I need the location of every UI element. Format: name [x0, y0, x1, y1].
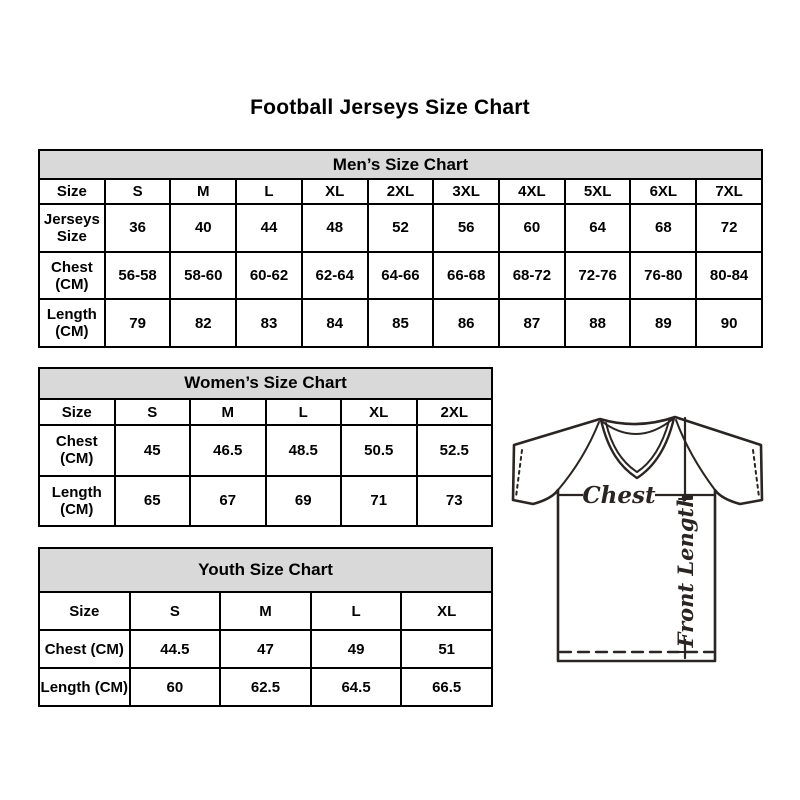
youth-size-table: [38, 547, 493, 707]
column-header: XL: [341, 399, 417, 426]
table-cell: 62-64: [302, 252, 368, 300]
table-title: Women’s Size Chart: [39, 368, 492, 399]
jersey-diagram: [500, 403, 772, 671]
table-cell: 44.5: [130, 630, 221, 668]
table-cell: 90: [696, 299, 762, 347]
table-cell: 67: [190, 476, 266, 526]
column-header: S: [130, 592, 221, 630]
row-label: Chest (CM): [39, 425, 115, 475]
table-cell: 48.5: [266, 425, 342, 475]
table-cell: 89: [630, 299, 696, 347]
table-cell: 85: [368, 299, 434, 347]
table-cell: 72: [696, 204, 762, 252]
page-title: Football Jerseys Size Chart: [250, 96, 530, 119]
column-header-size: Size: [39, 179, 105, 204]
size-table: [38, 149, 763, 348]
column-header: L: [266, 399, 342, 426]
table-cell: 60: [499, 204, 565, 252]
table-cell: 49: [311, 630, 402, 668]
table-row: [39, 476, 492, 526]
column-header: 2XL: [417, 399, 493, 426]
column-header: M: [190, 399, 266, 426]
row-label: Length (CM): [39, 299, 105, 347]
table-row: [39, 204, 762, 252]
row-label: Chest (CM): [39, 630, 130, 668]
table-cell: 52.5: [417, 425, 493, 475]
chest-label: Chest: [582, 482, 656, 509]
table-cell: 45: [115, 425, 191, 475]
column-header: 5XL: [565, 179, 631, 204]
table-cell: 83: [236, 299, 302, 347]
table-cell: 86: [433, 299, 499, 347]
column-header: L: [311, 592, 402, 630]
jersey-outline: [513, 417, 762, 661]
table-cell: 68-72: [499, 252, 565, 300]
table-cell: 58-60: [170, 252, 236, 300]
table-title: Youth Size Chart: [39, 548, 492, 592]
row-label: Jerseys Size: [39, 204, 105, 252]
table-cell: 64: [565, 204, 631, 252]
table-cell: 44: [236, 204, 302, 252]
column-header: S: [115, 399, 191, 426]
table-cell: 79: [105, 299, 171, 347]
table-cell: 64.5: [311, 668, 402, 706]
table-cell: 87: [499, 299, 565, 347]
table-row: [39, 630, 492, 668]
size-table: [38, 547, 493, 707]
table-cell: 47: [220, 630, 311, 668]
table-cell: 62.5: [220, 668, 311, 706]
table-cell: 69: [266, 476, 342, 526]
column-header: L: [236, 179, 302, 204]
column-header: XL: [302, 179, 368, 204]
row-label: Length (CM): [39, 668, 130, 706]
table-cell: 71: [341, 476, 417, 526]
column-header: 4XL: [499, 179, 565, 204]
table-row: [39, 252, 762, 300]
table-cell: 88: [565, 299, 631, 347]
table-cell: 46.5: [190, 425, 266, 475]
front-length-label: Front Length: [673, 492, 698, 648]
womens-size-table: [38, 367, 493, 527]
table-row: [39, 299, 762, 347]
column-header: M: [170, 179, 236, 204]
table-cell: 72-76: [565, 252, 631, 300]
table-cell: 40: [170, 204, 236, 252]
table-title: Men’s Size Chart: [39, 150, 762, 179]
column-header: 3XL: [433, 179, 499, 204]
column-header: S: [105, 179, 171, 204]
table-cell: 52: [368, 204, 434, 252]
column-header: 2XL: [368, 179, 434, 204]
column-header: XL: [401, 592, 492, 630]
table-cell: 51: [401, 630, 492, 668]
column-header-size: Size: [39, 592, 130, 630]
column-header: M: [220, 592, 311, 630]
table-row: [39, 425, 492, 475]
table-cell: 66-68: [433, 252, 499, 300]
table-cell: 84: [302, 299, 368, 347]
table-cell: 64-66: [368, 252, 434, 300]
table-cell: 60-62: [236, 252, 302, 300]
table-cell: 73: [417, 476, 493, 526]
column-header-size: Size: [39, 399, 115, 426]
row-label: Length (CM): [39, 476, 115, 526]
table-cell: 48: [302, 204, 368, 252]
table-cell: 66.5: [401, 668, 492, 706]
table-cell: 65: [115, 476, 191, 526]
row-label: Chest (CM): [39, 252, 105, 300]
column-header: 7XL: [696, 179, 762, 204]
table-cell: 82: [170, 299, 236, 347]
column-header: 6XL: [630, 179, 696, 204]
table-cell: 68: [630, 204, 696, 252]
table-cell: 36: [105, 204, 171, 252]
mens-size-table: [38, 149, 763, 348]
size-table: [38, 367, 493, 527]
table-cell: 56-58: [105, 252, 171, 300]
table-row: [39, 668, 492, 706]
table-cell: 50.5: [341, 425, 417, 475]
table-cell: 56: [433, 204, 499, 252]
table-cell: 60: [130, 668, 221, 706]
table-cell: 76-80: [630, 252, 696, 300]
table-cell: 80-84: [696, 252, 762, 300]
